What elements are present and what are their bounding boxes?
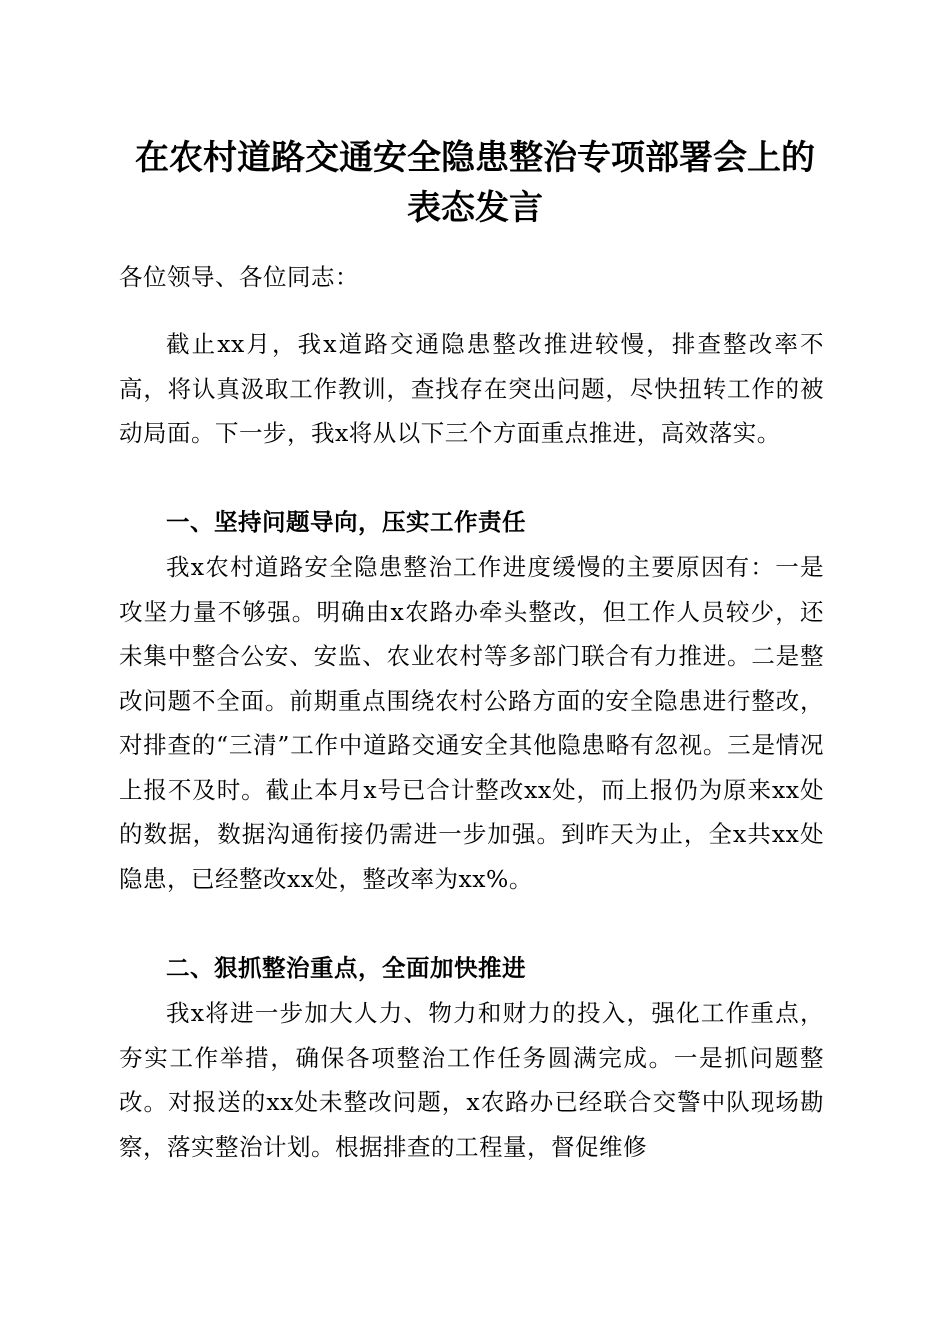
section-heading-1: 一、坚持问题导向，压实工作责任 [166,508,526,536]
document-title [100,133,850,233]
paragraph-intro: 截止xx月，我x道路交通隐患整改推进较慢，排查整改率不高，将认真汲取工作教训，查找存在突出问题，尽快扭转工作的被动局面。下一步，我x将从以下三个方面重点推进，高效落实。 [119,330,824,447]
paragraph-section-1: 我x农村道路安全隐患整治工作进度缓慢的主要原因有：一是攻坚力量不够强。明确由x农路办牵头整改，但工作人员较少，还未集中整合公安、安监、农业农村等多部门联合有力推进。二是整改问题不全面。前期重点围绕农村公路方面的安全隐患进行整改，对排查的“三清”工作中道路交通安全其他隐患略有忽视。三是情况上报不及时。截止本月x号已合计整改xx处，而上报仍为原来xx处的数据，数据沟通衔接仍需进一步加强。到昨天为止，全x共xx处隐患，已经整改xx处，整改率为xx%。 [119,553,824,893]
title-line-2: 表态发言 [407,188,543,228]
title-line-1: 在农村道路交通安全隐患整治专项部署会上的 [135,138,815,178]
salutation: 各位领导、各位同志： [119,263,359,291]
paragraph-section-2: 我x将进一步加大人力、物力和财力的投入，强化工作重点，夯实工作举措，确保各项整治工作任务圆满完成。一是抓问题整改。对报送的xx处未整改问题，x农路办已经联合交警中队现场勘察，落实整治计划。根据排查的工程量，督促维修 [119,999,824,1161]
section-heading-2: 二、狠抓整治重点，全面加快推进 [166,954,526,982]
